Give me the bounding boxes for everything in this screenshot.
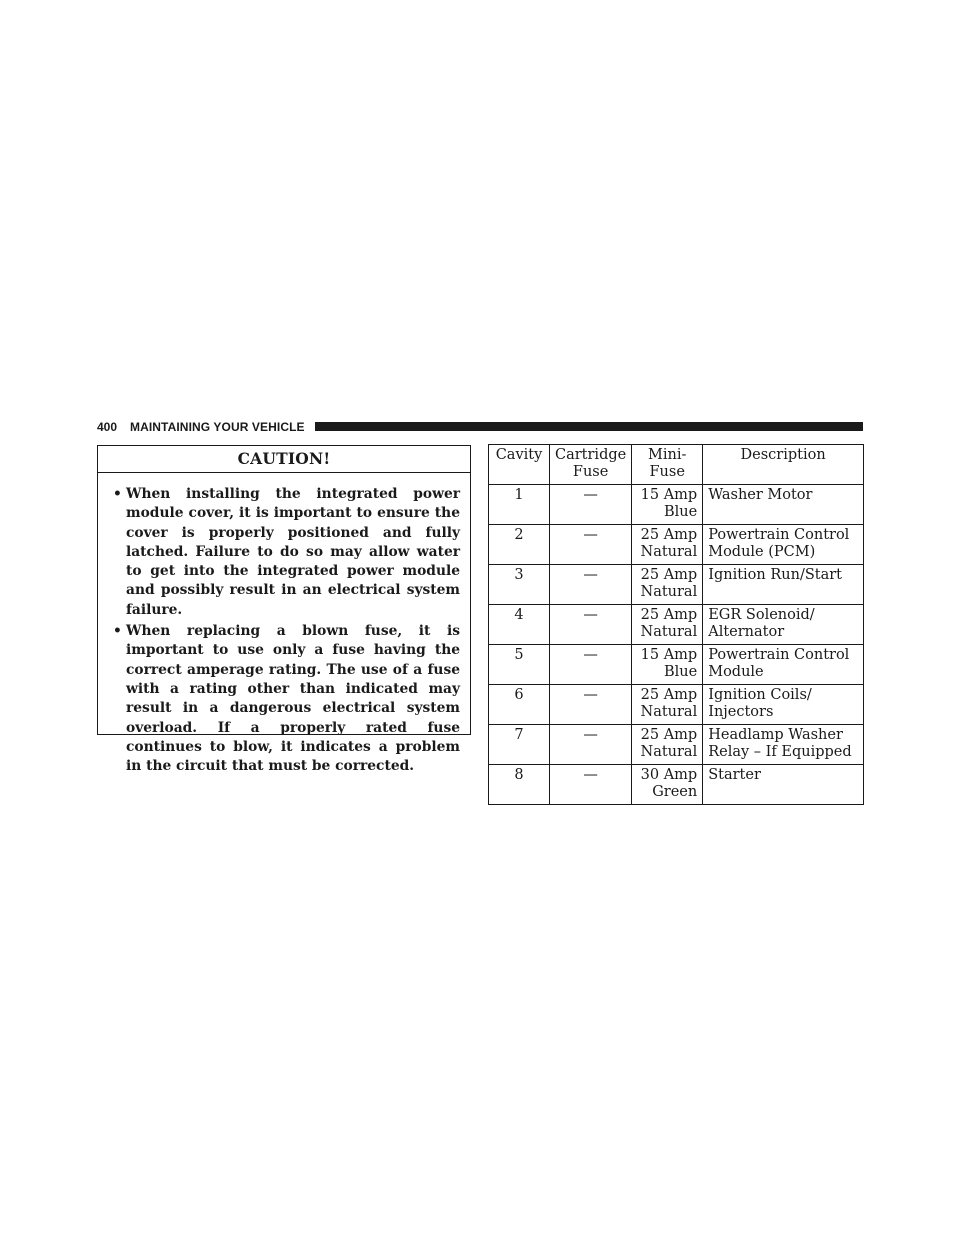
- description-line-1: Ignition Run/Start: [708, 567, 842, 583]
- cell-cavity: 2: [489, 525, 550, 565]
- header-cartridge-label: Cartridge: [555, 447, 627, 463]
- cell-mini-fuse: [632, 485, 703, 525]
- description-line-2: Alternator: [708, 624, 785, 640]
- table-header-row: [489, 445, 864, 485]
- header-description-label: Description: [740, 447, 826, 463]
- table-row: [489, 525, 864, 565]
- cell-mini-fuse: [632, 765, 703, 805]
- cell-cartridge: —: [550, 525, 632, 565]
- mini-fuse-color: Green: [652, 784, 698, 800]
- section-title: MAINTAINING YOUR VEHICLE: [130, 420, 305, 434]
- mini-fuse-amp: 25 Amp: [640, 567, 698, 583]
- mini-fuse-amp: 15 Amp: [640, 487, 698, 503]
- bullet-icon: •: [113, 486, 122, 502]
- header-cartridge-fuse: [550, 445, 632, 485]
- cell-description: [703, 485, 864, 525]
- mini-fuse-amp: 15 Amp: [640, 647, 698, 663]
- mini-fuse-color: Natural: [640, 544, 698, 560]
- table-row: [489, 725, 864, 765]
- header-rule: [315, 422, 863, 431]
- header-description: [703, 445, 864, 485]
- mini-fuse-amp: 25 Amp: [640, 527, 698, 543]
- fuse-table: [488, 444, 864, 805]
- cell-description: [703, 645, 864, 685]
- table-row: [489, 765, 864, 805]
- header-mini-label: Mini-: [648, 447, 687, 463]
- description-line-1: Ignition Coils/: [708, 687, 812, 703]
- cell-cavity: 4: [489, 605, 550, 645]
- table-row: [489, 645, 864, 685]
- table-row: [489, 485, 864, 525]
- caution-item: [114, 622, 460, 776]
- header-cavity-label: Cavity: [495, 447, 543, 463]
- cell-description: [703, 525, 864, 565]
- page-number: 400: [97, 420, 118, 434]
- description-line-2: Relay – If Equipped: [708, 744, 852, 760]
- caution-title: CAUTION!: [98, 446, 470, 473]
- caution-list: [98, 473, 470, 776]
- bullet-icon: •: [113, 623, 122, 640]
- mini-fuse-amp: 25 Amp: [640, 607, 698, 623]
- mini-fuse-color: Natural: [640, 624, 698, 640]
- description-line-2: Module (PCM): [708, 544, 816, 560]
- table-row: [489, 605, 864, 645]
- header-mini-fuse: [632, 445, 703, 485]
- cell-description: [703, 685, 864, 725]
- fuse-table-body: [489, 485, 864, 805]
- header-mini-label-2: Fuse: [649, 464, 685, 480]
- description-line-2: Module: [708, 664, 764, 680]
- description-line-2: Injectors: [708, 704, 774, 720]
- caution-box: [97, 445, 471, 775]
- cell-cavity: 7: [489, 725, 550, 765]
- description-line-1: Powertrain Control: [708, 527, 850, 543]
- page-header: [97, 419, 863, 435]
- cell-mini-fuse: [632, 685, 703, 725]
- cell-cavity: 8: [489, 765, 550, 805]
- mini-fuse-color: Natural: [640, 744, 698, 760]
- header-cavity: [489, 445, 550, 485]
- cell-mini-fuse: [632, 725, 703, 765]
- cell-description: [703, 725, 864, 765]
- cell-mini-fuse: [632, 645, 703, 685]
- mini-fuse-color: Blue: [664, 504, 698, 520]
- description-line-1: Washer Motor: [708, 487, 813, 503]
- cell-mini-fuse: [632, 525, 703, 565]
- cell-cavity: 3: [489, 565, 550, 605]
- table-row: [489, 565, 864, 605]
- mini-fuse-color: Natural: [640, 704, 698, 720]
- caution-item: [114, 485, 460, 620]
- cell-mini-fuse: [632, 605, 703, 645]
- header-cartridge-label-2: Fuse: [572, 464, 609, 480]
- cell-description: [703, 765, 864, 805]
- cell-cartridge: —: [550, 605, 632, 645]
- cell-cartridge: —: [550, 485, 632, 525]
- caution-item-text: When installing the integrated power module cover, it is important to ensure the cover is properly positioned and fully latched. Failure to do so may allow water to get into the integrated power module and possibly result in an electrical system failure.: [126, 486, 460, 618]
- cell-mini-fuse: [632, 565, 703, 605]
- mini-fuse-amp: 25 Amp: [640, 727, 698, 743]
- mini-fuse-amp: 25 Amp: [640, 687, 698, 703]
- cell-cavity: 5: [489, 645, 550, 685]
- cell-cavity: 6: [489, 685, 550, 725]
- cell-cartridge: —: [550, 765, 632, 805]
- description-line-1: Starter: [708, 767, 761, 783]
- cell-cartridge: —: [550, 725, 632, 765]
- cell-cartridge: —: [550, 685, 632, 725]
- mini-fuse-amp: 30 Amp: [640, 767, 698, 783]
- cell-description: [703, 565, 864, 605]
- mini-fuse-color: Natural: [640, 584, 698, 600]
- cell-description: [703, 605, 864, 645]
- description-line-1: Powertrain Control: [708, 647, 850, 663]
- caution-item-text: When replacing a blown fuse, it is important to use only a fuse having the correct amperage rating. The use of a fuse with a rating other than indicated may result in a dangerous electrical system overload. If a properly rated fuse continues to blow, it indicates a problem in the circuit that must be corrected.: [126, 623, 460, 775]
- description-line-1: EGR Solenoid/: [708, 607, 815, 623]
- cell-cavity: 1: [489, 485, 550, 525]
- cell-cartridge: —: [550, 645, 632, 685]
- mini-fuse-color: Blue: [664, 664, 698, 680]
- table-row: [489, 685, 864, 725]
- description-line-1: Headlamp Washer: [708, 727, 843, 743]
- cell-cartridge: —: [550, 565, 632, 605]
